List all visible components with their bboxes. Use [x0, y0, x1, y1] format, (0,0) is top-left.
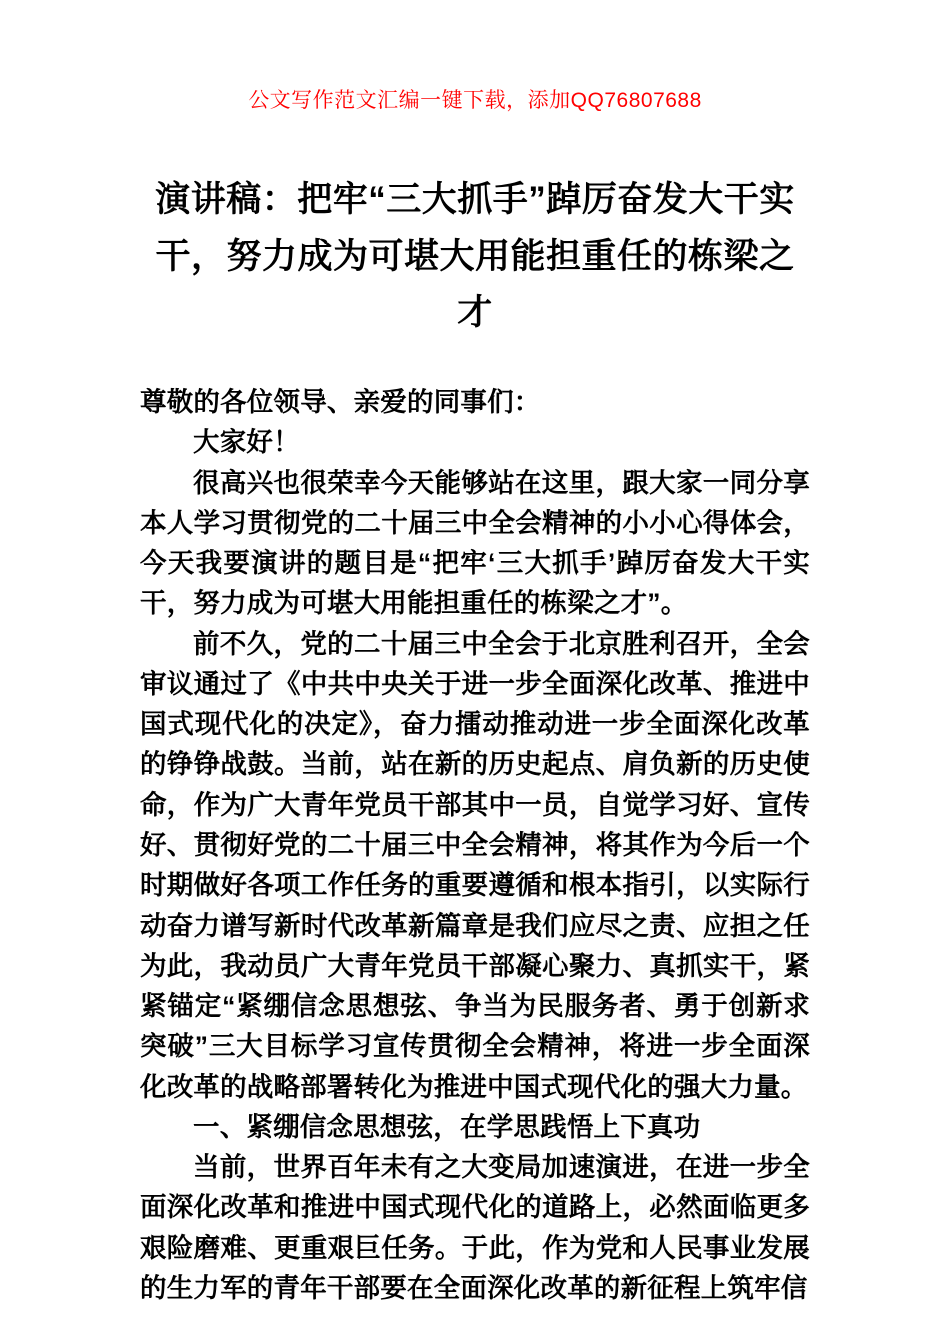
paragraph-greeting: 大家好！: [193, 427, 300, 458]
page-title: 演讲稿：把牢“三大抓手”踔厉奋发大干实干，努力成为可堪大用能担重任的栋梁之才: [155, 180, 795, 333]
document-body: [140, 382, 810, 1308]
paragraph-salutation: 尊敬的各位领导、亲爱的同事们：: [140, 387, 541, 418]
paragraph-intro: 很高兴也很荣幸今天能够站在这里，跟大家一同分享本人学习贯彻党的二十届三中全会精神的小小心得体会，今天我要演讲的题目是“把牢‘三大抓手’踔厉奋发大干实干，努力成为可堪大用能担重任的栋梁之才”。: [140, 467, 810, 619]
paragraph-background: 前不久，党的二十届三中全会于北京胜利召开，全会审议通过了《中共中央关于进一步全面深化改革、推进中国式现代化的决定》，奋力擂动推动进一步全面深化改革的铮铮战鼓。当前，站在新的历史起点、肩负新的历史使命，作为广大青年党员干部其中一员，自觉学习好、宣传好、贯彻好党的二十届三中全会精神，将其作为今后一个时期做好各项工作任务的重要遵循和根本指引，以实际行动奋力谱写新时代改革新篇章是我们应尽之责、应担之任为此，我动员广大青年党员干部凝心聚力、真抓实干，紧紧锚定“紧绷信念思想弦、争当为民服务者、勇于创新求突破”三大目标学习宣传贯彻全会精神，将进一步全面深化改革的战略部署转化为推进中国式现代化的强大力量。: [140, 628, 810, 1102]
paragraph-section-one-body: 当前，世界百年未有之大变局加速演进，在进一步全面深化改革和推进中国式现代化的道路上，必然面临更多艰险磨难、更重艰巨任务。于此，作为党和人民事业发展的生力军的青年干部要在全面深化改革的新征程上筑牢信: [140, 1152, 810, 1303]
section-heading-one: 一、紧绷信念思想弦，在学思践悟上下真功: [193, 1111, 701, 1142]
watermark-text: 公文写作范文汇编一键下载，添加QQ76807688: [248, 89, 702, 112]
